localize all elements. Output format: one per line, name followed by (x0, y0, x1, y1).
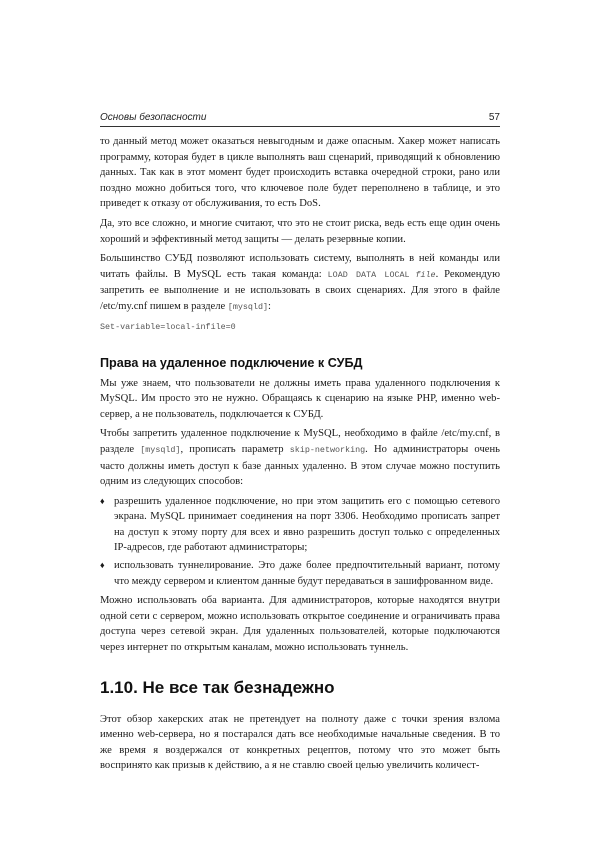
inline-code-mysqld: [mysqld] (227, 301, 269, 312)
list-item (100, 558, 500, 589)
paragraph-remote-rights: Мы уже знаем, что пользователи не должны иметь права удаленного подключения к MySQL. Им просто это не нужно. Обращаясь к сценарию на языке PHP, именно web-сервер, а не пользователь, подключается к СУБД. (100, 377, 500, 420)
text-segment: : (268, 300, 271, 312)
paragraph-dos: то данный метод может оказаться невыгодным и даже опасным. Хакер может написать программу, которая будет в цикле выполнять ваш сценарий, приводящий к обновлению данных. Так как в этот момент будет происходить вставка очередной строки, рано или поздно можно добиться того, что ключевое поле будет переполнено в таблице, и это приведет к отказу от обслуживания, то есть DoS. (100, 136, 500, 210)
paragraph-load-data (100, 251, 500, 315)
list-item-text: использовать туннелирование. Это даже более предпочтительный вариант, потому что между сервером и клиентом данные будут передаваться в зашифрованном виде. (114, 560, 500, 587)
text-segment: Большинство СУБД позволяют использовать систему, выполнять в ней команды или читать файлы. В MySQL есть такая команда: (100, 253, 500, 280)
paragraph-skip-networking (100, 426, 500, 489)
inline-code-file: file (415, 269, 436, 280)
header-rule (100, 126, 500, 127)
paragraph-overview: Этот обзор хакерских атак не претендует на полноту даже с точки зрения взлома именно web-сервера, но я постарался дать все необходимые начальные сведения. В то же время я воздержался от конкретных рецептов, потому что это может быть воспринято как призыв к действию, а я не ставлю своей целью увеличить количест- (100, 713, 500, 772)
text-segment: Чтобы запретить удаленное подключение к MySQL, необходимо в файле /etc/my.cnf, в разделе (100, 428, 500, 455)
text-segment: . Но администраторы очень часто должны иметь доступ к базе данных удаленно. В этом случае можно поступить одним из следующих способов: (100, 443, 500, 488)
inline-code-skip-networking: skip-networking (289, 444, 366, 455)
page-number: 57 (488, 112, 500, 123)
inline-code-mysqld: [mysqld] (140, 444, 181, 455)
code-example: Set-variable=local-infile=0 (100, 321, 236, 332)
list-item-text: разрешить удаленное подключение, но при этом защитить его с помощью сетевого экрана. MySQL принимает соединения на порт 3306. Необходимо прописать запрет на доступ к этому порту для всех и явно разрешить доступ только с определенных IP-адресов, где работают администраторы; (114, 495, 500, 554)
paragraph-both-options: Можно использовать оба варианта. Для администраторов, которые находятся внутри одной сети с сервером, можно использовать открытое соединение и ограничивать права доступа через сетевой экран. Для удаленных пользователей, которые подключаются через интернет по открытым каналам, можно использовать туннель. (100, 595, 500, 654)
diamond-bullet-icon: ♦ (100, 495, 105, 506)
bullet-list (100, 494, 500, 590)
list-item (100, 494, 500, 556)
section-heading: Права на удаленное подключение к СУБД (100, 355, 363, 370)
paragraph-backups: Да, это все сложно, и многие считают, что это не стоит риска, ведь есть еще один очень хороший и эффективный метод защиты — делать резервные копии. (100, 217, 500, 245)
chapter-heading: 1.10. Не все так безнадежно (100, 677, 335, 697)
text-segment: . Рекомендую запретить ее выполнение и не использовать в своих сценариях. Для этого в файле /etc/my.cnf пишем в разделе (100, 268, 500, 312)
inline-code-load-data: LOAD DATA LOCAL (327, 269, 410, 280)
diamond-bullet-icon: ♦ (100, 560, 105, 571)
running-header-title: Основы безопасности (100, 112, 207, 123)
text-segment: , прописать параметр (180, 443, 290, 455)
page-content (100, 134, 500, 778)
